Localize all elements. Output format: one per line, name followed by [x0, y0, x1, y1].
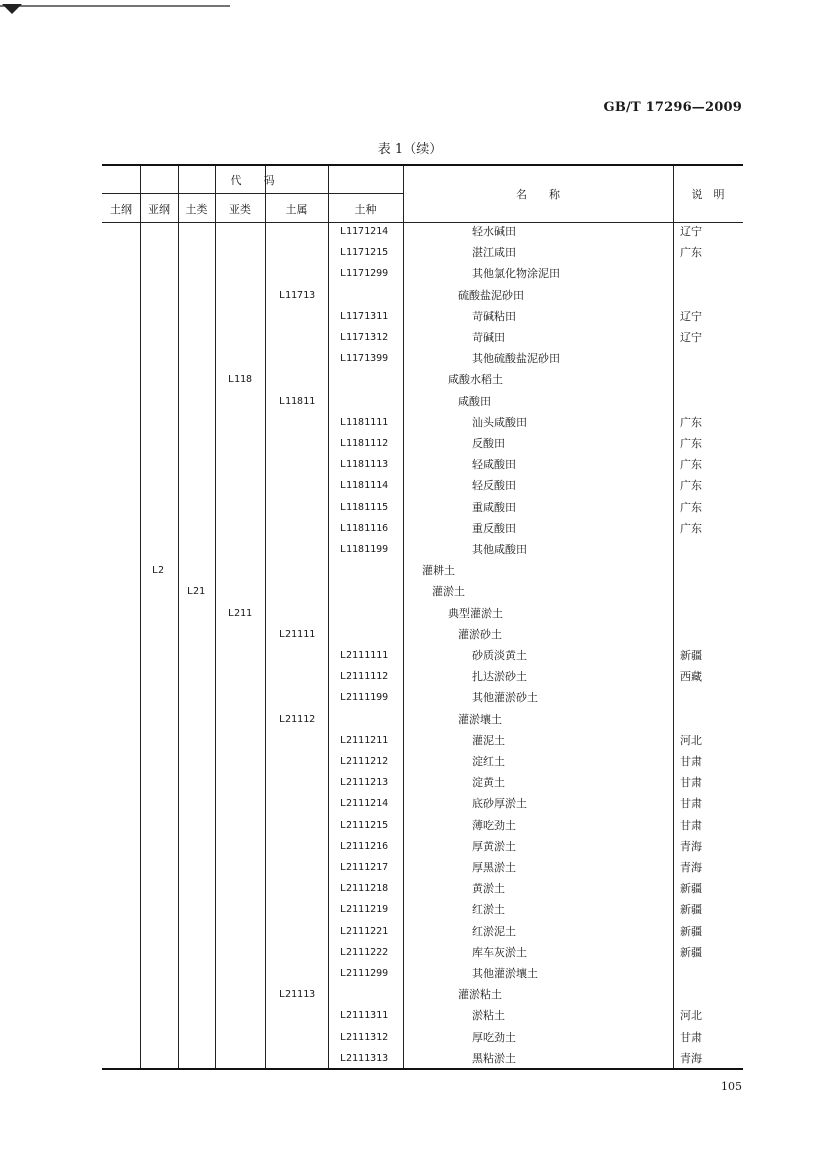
row-code: L1171311 — [340, 310, 389, 322]
row-name: 红淤土 — [472, 903, 505, 917]
row-code: L21 — [187, 586, 206, 598]
row-code: L21112 — [279, 713, 316, 725]
col-divider — [215, 166, 216, 1068]
row-note: 辽宁 — [680, 225, 702, 238]
row-note: 广东 — [680, 521, 702, 535]
row-note: 甘肃 — [680, 797, 702, 811]
row-code: L2111218 — [340, 883, 389, 895]
row-name: 重反酸田 — [472, 521, 516, 535]
row-code: L1181115 — [340, 501, 389, 513]
row-name: 黄淤土 — [472, 882, 505, 896]
row-name: 轻咸酸田 — [472, 458, 516, 472]
row-name: 扎达淤砂土 — [472, 670, 527, 684]
page-number: 105 — [721, 1080, 742, 1093]
row-code: L1181113 — [340, 459, 389, 471]
row-code: L2111217 — [340, 862, 389, 873]
row-code: L2111213 — [340, 777, 389, 789]
row-code: L118 — [228, 374, 253, 386]
row-code: L11811 — [279, 395, 316, 407]
row-code: L1171312 — [340, 332, 389, 343]
header-species: 土种 — [354, 203, 377, 216]
row-name: 重咸酸田 — [472, 500, 516, 514]
row-code: L21111 — [279, 628, 316, 640]
row-code: L2111311 — [340, 1010, 389, 1022]
row-name: 苛碱粘田 — [472, 309, 516, 323]
row-name: 咸酸田 — [458, 394, 491, 408]
col-divider — [265, 166, 266, 1068]
row-code: L1181116 — [340, 522, 389, 534]
row-code: L2111299 — [340, 968, 389, 979]
row-code: L1181112 — [340, 438, 389, 449]
row-code: L1181199 — [340, 544, 389, 555]
row-name: 其他灌淤砂土 — [472, 691, 538, 705]
col-divider — [403, 166, 404, 1068]
row-name: 底砂厚淤土 — [472, 797, 527, 811]
header-note: 说 明 — [691, 188, 725, 201]
row-note: 青海 — [680, 839, 702, 853]
row-name: 灌淤粘土 — [458, 988, 502, 1002]
row-name: 灌淤壤土 — [458, 712, 502, 726]
row-name: 其他咸酸田 — [472, 543, 527, 556]
row-name: 灌淤砂土 — [458, 627, 502, 641]
row-code: L1171215 — [340, 247, 389, 259]
row-code: L2111211 — [340, 734, 389, 746]
row-name: 湛江咸田 — [472, 246, 516, 260]
row-name: 厚黄淤土 — [472, 839, 516, 853]
row-note: 新疆 — [680, 903, 702, 917]
col-divider — [140, 166, 141, 1068]
row-name: 黑粘淤土 — [472, 1051, 516, 1065]
row-name: 苛碱田 — [472, 331, 505, 344]
row-note: 青海 — [680, 1051, 702, 1065]
header-bottom-rule — [102, 222, 743, 223]
row-code: L1171299 — [340, 268, 389, 280]
row-note: 广东 — [680, 458, 702, 472]
row-name: 硫酸盐泥砂田 — [458, 288, 524, 302]
row-name: 其他氯化物涂泥田 — [472, 267, 560, 281]
row-code: L2111312 — [340, 1031, 389, 1043]
row-note: 广东 — [680, 246, 702, 260]
row-code: L2111313 — [340, 1052, 389, 1064]
row-name: 淀黄土 — [472, 776, 505, 790]
row-code: L2111216 — [340, 840, 389, 852]
row-name: 库车灰淤土 — [472, 945, 527, 959]
row-note: 河北 — [680, 1009, 702, 1023]
row-name: 灌淤土 — [432, 585, 465, 599]
soil-code-table — [102, 164, 743, 1070]
row-code: L1181111 — [340, 416, 389, 428]
row-note: 西藏 — [680, 670, 702, 684]
row-code: L2111214 — [340, 798, 389, 810]
col-divider — [178, 166, 179, 1068]
row-note: 新疆 — [680, 924, 702, 938]
row-note: 辽宁 — [680, 309, 702, 323]
row-code: L21113 — [279, 989, 316, 1001]
row-note: 甘肃 — [680, 818, 702, 832]
row-code: L2111221 — [340, 925, 389, 937]
row-note: 甘肃 — [680, 1030, 702, 1044]
row-code: L11713 — [279, 289, 316, 301]
row-name: 轻水碱田 — [472, 225, 516, 238]
row-name: 灌泥土 — [472, 733, 505, 747]
header-subgroup: 亚类 — [229, 203, 251, 216]
row-note: 新疆 — [680, 649, 702, 662]
col-divider — [328, 166, 329, 1068]
row-code: L1181114 — [340, 480, 389, 492]
header-divider — [102, 193, 403, 194]
header-code-group: 代 码 — [230, 174, 275, 187]
row-note: 新疆 — [680, 945, 702, 959]
row-name: 灌耕土 — [422, 564, 455, 578]
row-code: L211 — [228, 607, 253, 619]
header-name: 名 称 — [516, 188, 560, 201]
row-code: L2111212 — [340, 756, 389, 767]
row-code: L2111112 — [340, 671, 389, 683]
row-note: 辽宁 — [680, 331, 702, 344]
row-note: 广东 — [680, 500, 702, 514]
row-code: L2111199 — [340, 692, 389, 704]
row-name: 轻反酸田 — [472, 479, 516, 493]
row-note: 青海 — [680, 861, 702, 874]
row-name: 汕头咸酸田 — [472, 415, 527, 429]
col-divider — [673, 166, 674, 1068]
row-name: 厚吃劲土 — [472, 1030, 516, 1044]
page-corner-mark — [0, 0, 230, 16]
row-name: 红淤泥土 — [472, 924, 516, 938]
row-name: 薄吃劲土 — [472, 818, 516, 832]
row-code: L2111219 — [340, 904, 389, 916]
row-name: 反酸田 — [472, 437, 505, 450]
row-code: L2111111 — [340, 650, 389, 661]
row-note: 广东 — [680, 415, 702, 429]
standard-number: GB/T 17296—2009 — [603, 100, 742, 115]
row-note: 甘肃 — [680, 776, 702, 790]
row-name: 典型灌淤土 — [448, 606, 503, 620]
row-note: 新疆 — [680, 882, 702, 896]
header-group: 土类 — [185, 203, 208, 216]
row-name: 咸酸水稻土 — [448, 373, 503, 387]
table-title: 表 1（续） — [377, 142, 443, 157]
row-name: 厚黑淤土 — [472, 861, 516, 874]
row-name: 其他灌淤壤土 — [472, 967, 538, 980]
row-name: 淤粘土 — [472, 1009, 505, 1023]
row-name: 其他硫酸盐泥砂田 — [472, 352, 560, 366]
row-name: 淀红土 — [472, 755, 505, 768]
row-code: L1171399 — [340, 353, 389, 365]
row-code: L2111215 — [340, 819, 389, 831]
row-note: 河北 — [680, 733, 702, 747]
header-suborder: 亚纲 — [148, 203, 170, 216]
row-code: L2111222 — [340, 946, 389, 958]
row-code: L1171214 — [340, 226, 389, 237]
row-name: 砂质淡黄土 — [472, 649, 527, 662]
row-note: 广东 — [680, 437, 702, 450]
row-code: L2 — [152, 565, 165, 577]
row-note: 甘肃 — [680, 755, 702, 768]
row-note: 广东 — [680, 479, 702, 493]
header-soil-order: 土纲 — [110, 203, 132, 216]
header-family: 土属 — [285, 203, 308, 216]
